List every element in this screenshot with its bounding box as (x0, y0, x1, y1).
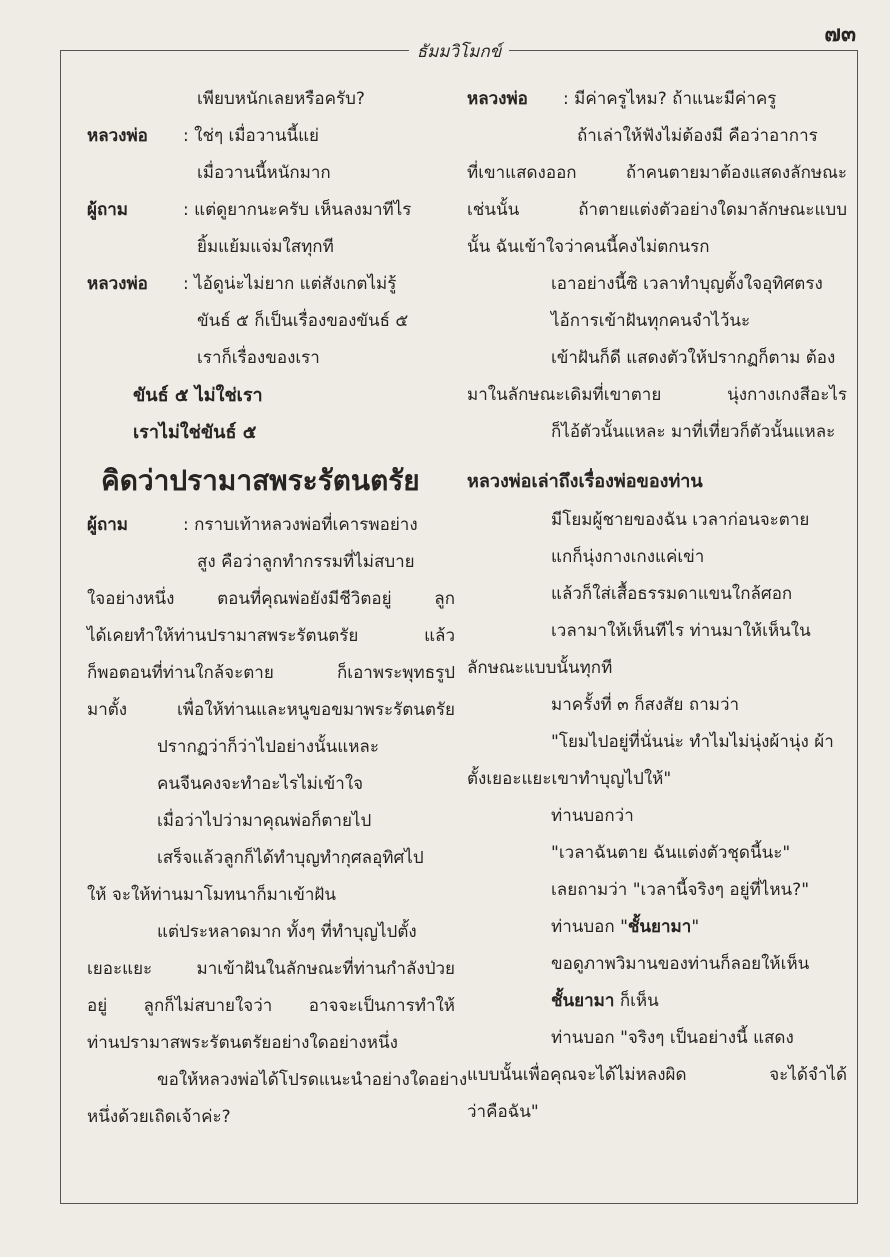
dialogue-text: : ใช่ๆ เมื่อวานนี้แย่ (183, 126, 319, 146)
text-line: เช่นนั้น ถ้าตายแต่งตัวอย่างใดมาลักษณะแบบ (467, 200, 847, 220)
speaker-label: ผู้ถาม (87, 515, 129, 535)
text-line (467, 983, 847, 1020)
text-line: "เวลาฉันตาย ฉันแต่งตัวชุดนี้นะ" (551, 843, 791, 863)
text-line: ลักษณะแบบนั้นทุกที (467, 658, 613, 678)
running-header (61, 38, 857, 65)
dialogue-text: : ไอ้ดูน่ะไม่ยาก แต่สังเกตไม่รู้ (183, 274, 397, 294)
text-line: "โยมไปอยู่ที่นั่นน่ะ ทำไมไม่นุ่งผ้านุ่ง ผ้า (551, 732, 834, 752)
sub-section-title: หลวงพ่อเล่าถึงเรื่องพ่อของท่าน (467, 471, 703, 492)
text-line: เพียบหนักเลยหรือครับ? (197, 89, 365, 109)
right-column (467, 81, 847, 1131)
text-line (467, 909, 847, 946)
page-number: ๗๓ (824, 22, 856, 47)
text-segment: ก็เห็น (614, 991, 659, 1011)
text-line: ให้ จะให้ท่านมาโมทนาก็มาเข้าฝัน (87, 885, 336, 905)
text-line: เยอะแยะ มาเข้าฝันในลักษณะที่ท่านกำลังป่วย (87, 959, 455, 979)
speaker-label: หลวงพ่อ (467, 89, 528, 109)
section-title: คิดว่าปรามาสพระรัตนตรัย (101, 464, 420, 497)
text-line: เอาอย่างนี้ซิ เวลาทำบุญตั้งใจอุทิศตรง (551, 274, 823, 294)
text-line: ท่านบอกว่า (551, 806, 634, 826)
text-line: เมื่อว่าไปว่ามาคุณพ่อก็ตายไป (157, 811, 372, 831)
text-line: แต่ประหลาดมาก ทั้งๆ ที่ทำบุญไปตั้ง (157, 922, 417, 942)
text-line: ท่านปรามาสพระรัตนตรัยอย่างใดอย่างหนึ่ง (87, 1033, 398, 1053)
text-line: มาครั้งที่ ๓ ก็สงสัย ถามว่า (551, 695, 740, 715)
dialogue-text: : แต่ดูยากนะครับ เห็นลงมาทีไร (183, 200, 412, 220)
text-line: ปรากฏว่าก็ว่าไปอย่างนั้นแหละ (157, 737, 379, 757)
emphasis-word: ชั้นยามา (627, 917, 692, 937)
text-segment: ท่านบอก " (551, 917, 628, 937)
text-segment: " (691, 917, 700, 937)
text-line: ไอ้การเข้าฝันทุกคนจำไว้นะ (551, 311, 751, 331)
text-line: ก็พอตอนที่ท่านใกล้จะตาย ก็เอาพระพุทธรูป (87, 663, 455, 683)
dialogue-text: เมื่อวานนี้หนักมาก (197, 163, 331, 183)
text-line: คนจีนคงจะทำอะไรไม่เข้าใจ (157, 774, 364, 794)
text-line: นั้น ฉันเข้าใจว่าคนนี้คงไม่ตกนรก (467, 237, 710, 257)
text-line: แบบนั้นเพื่อคุณจะได้ไม่หลงผิด จะได้จำได้ (467, 1065, 847, 1085)
dialogue-text: : กราบเท้าหลวงพ่อที่เคารพอย่าง (183, 515, 418, 535)
text-line: แกก็นุ่งกางเกงแค่เข่า (551, 547, 705, 567)
dialogue-text: สูง คือว่าลูกทำกรรมที่ไม่สบาย (197, 552, 415, 572)
running-header-title: ธัมมวิโมกข์ (409, 42, 510, 62)
text-line: ตั้งเยอะแยะเขาทำบุญไปให้" (467, 769, 672, 789)
text-line: ว่าคือฉัน" (467, 1102, 539, 1122)
page-frame (60, 42, 858, 1204)
dialogue-luangpor-1 (87, 118, 455, 192)
text-line: ท่านบอก "จริงๆ เป็นอย่างนี้ แสดง (551, 1028, 794, 1048)
left-column (87, 81, 468, 1136)
emphasis-line: ขันธ์ ๕ ไม่ใช่เรา (133, 385, 263, 406)
text-line: ถ้าเล่าให้ฟังไม่ต้องมี คือว่าอาการ (577, 126, 818, 146)
text-line: ได้เคยทำให้ท่านปรามาสพระรัตนตรัย แล้ว (87, 626, 455, 646)
dialogue-luangpor-2 (87, 266, 455, 377)
text-line: ขอให้หลวงพ่อได้โปรดแนะนำอย่างใดอย่าง (157, 1070, 468, 1090)
text-line: มาในลักษณะเดิมที่เขาตาย นุ่งกางเกงสีอะไร (467, 385, 847, 405)
text-line: ขอดูภาพวิมานของท่านก็ลอยให้เห็น (551, 954, 810, 974)
text-line: มีโยมผู้ชายของฉัน เวลาก่อนจะตาย (551, 510, 810, 530)
dialogue-questioner-2 (87, 507, 455, 581)
text-line: ใจอย่างหนึ่ง ตอนที่คุณพ่อยังมีชีวิตอยู่ ลูก (87, 589, 455, 609)
text-line: หนึ่งด้วยเถิดเจ้าค่ะ? (87, 1107, 231, 1127)
emphasis-word: ชั้นยามา (551, 991, 615, 1011)
text-line: แล้วก็ใส่เสื้อธรรมดาแขนใกล้ศอก (551, 584, 793, 604)
dialogue-luangpor-3 (467, 81, 847, 118)
speaker-label: หลวงพ่อ (87, 126, 148, 146)
emphasis-line: เราไม่ใช่ขันธ์ ๕ (133, 422, 257, 443)
dialogue-text: เราก็เรื่องของเรา (197, 348, 320, 368)
text-line: ที่เขาแสดงออก ถ้าคนตายมาต้องแสดงลักษณะ (467, 163, 847, 183)
text-line: เข้าฝันก็ดี แสดงตัวให้ปรากฏก็ตาม ต้อง (551, 348, 836, 368)
dialogue-text: ขันธ์ ๕ ก็เป็นเรื่องของขันธ์ ๕ (197, 311, 409, 331)
text-line: เสร็จแล้วลูกก็ได้ทำบุญทำกุศลอุทิศไป (157, 848, 424, 868)
dialogue-text: : มีค่าครูไหม? ถ้าแนะมีค่าครู (563, 89, 777, 109)
text-line: เวลามาให้เห็นทีไร ท่านมาให้เห็นใน (551, 621, 811, 641)
text-line: มาตั้ง เพื่อให้ท่านและหนูขอขมาพระรัตนตรัย (87, 700, 455, 720)
text-line: ก็ไอ้ตัวนั้นแหละ มาที่เที่ยวก็ตัวนั้นแหละ (551, 422, 836, 442)
dialogue-questioner-1 (87, 192, 455, 266)
speaker-label: ผู้ถาม (87, 200, 129, 220)
speaker-label: หลวงพ่อ (87, 274, 148, 294)
text-line: เลยถามว่า "เวลานี้จริงๆ อยู่ที่ไหน?" (551, 880, 810, 900)
text-line: อยู่ ลูกก็ไม่สบายใจว่า อาจจะเป็นการทำให้ (87, 996, 455, 1016)
dialogue-text: ยิ้มแย้มแจ่มใสทุกที (197, 237, 334, 257)
